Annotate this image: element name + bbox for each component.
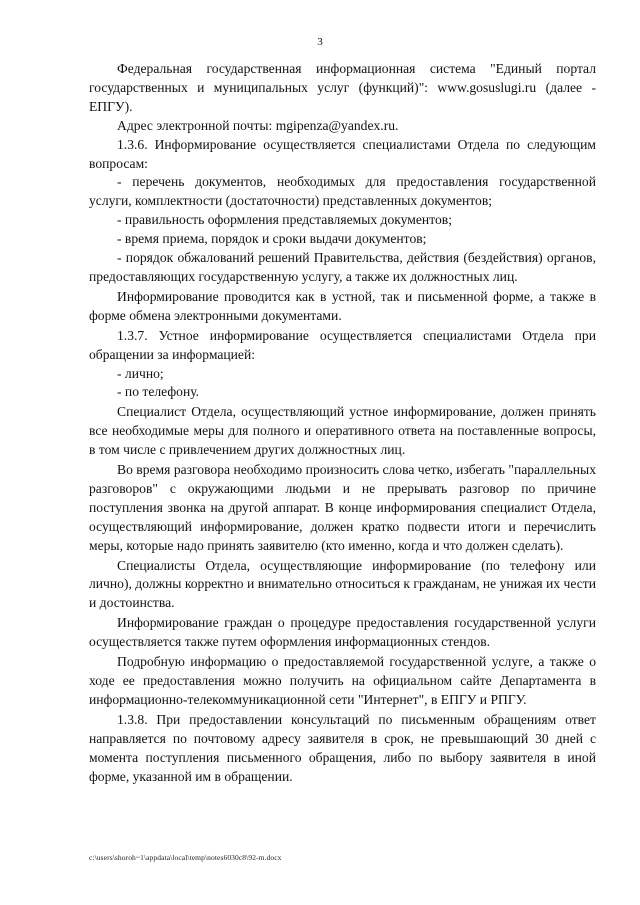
paragraph-email: Адрес электронной почты: mgipenza@yandex.ru. bbox=[117, 117, 399, 133]
paragraph-stands: Информирование граждан о процедуре предоставления государственной услуги осуществляется также путем оформления информационных стендов. bbox=[89, 615, 596, 650]
paragraph-1-3-8: 1.3.8. При предоставлении консультаций по письменным обращениям ответ направляется по почтовому адресу заявителя в срок, не превышающий 30 дней с момента поступления письменного обращения, либо по выбору заявителя в иной форме, указанной им в обращении. bbox=[89, 711, 596, 784]
page-number: 3 bbox=[317, 36, 323, 48]
paragraph-1-3-7: 1.3.7. Устное информирование осуществляется специалистами Отдела при обращении за информацией: bbox=[89, 327, 596, 362]
list-item-schedule: - время приема, порядок и сроки выдачи документов; bbox=[117, 231, 427, 247]
paragraph-website: Подробную информацию о предоставляемой государственной услуге, а также о ходе ее предоставления можно получить на официальном сайте Департамента в информационно-телекоммуникационной сети "Интернет", в ЕПГУ и РПГУ. bbox=[89, 654, 596, 707]
document-body bbox=[89, 60, 596, 786]
paragraph-epgu: Федеральная государственная информационная система "Единый портал государственных и муниципальных услуг (функций)": www.gosuslugi.ru (далее - ЕПГУ). bbox=[89, 61, 596, 114]
paragraph-conversation: Во время разговора необходимо произносить слова четко, избегать "параллельных разговоров" с окружающими людьми и не прерывать разговор по причине поступления звонка на другой аппарат. В конце информирования специалист Отдела, осуществляющий информирование, должен кратко подвести итоги и перечислить меры, которые надо принять заявителю (кто именно, когда и что должен сделать). bbox=[89, 462, 596, 553]
list-item-appeal: - порядок обжалований решений Правительства, действия (бездействия) органов, предоставляющих государственную услугу, а также их должностных лиц. bbox=[89, 250, 596, 284]
paragraph-courtesy: Специалисты Отдела, осуществляющие информирование (по телефону или лично), должны корректно и внимательно относиться к гражданам, не унижая их чести и достоинства. bbox=[89, 557, 596, 611]
paragraph-forms: Информирование проводится как в устной, так и письменной форме, а также в форме обмена электронными документами. bbox=[89, 288, 596, 323]
paragraph-1-3-6: 1.3.6. Информирование осуществляется специалистами Отдела по следующим вопросам: bbox=[89, 136, 596, 171]
list-item-personal: - лично; bbox=[117, 365, 164, 381]
list-item-correctness: - правильность оформления представляемых документов; bbox=[117, 212, 452, 228]
list-item-documents: - перечень документов, необходимых для предоставления государственной услуги, комплектности (достаточности) представленных документов; bbox=[89, 174, 596, 209]
list-item-phone: - по телефону. bbox=[117, 384, 200, 400]
paragraph-specialist: Специалист Отдела, осуществляющий устное информирование, должен принять все необходимые меры для полного и оперативного ответа на поставленные вопросы, в том числе с привлечением других должностных лиц. bbox=[89, 404, 596, 458]
footer-file-path: c:\users\shoroh~1\appdata\local\temp\notes6030c8\92-m.docx bbox=[89, 853, 282, 862]
